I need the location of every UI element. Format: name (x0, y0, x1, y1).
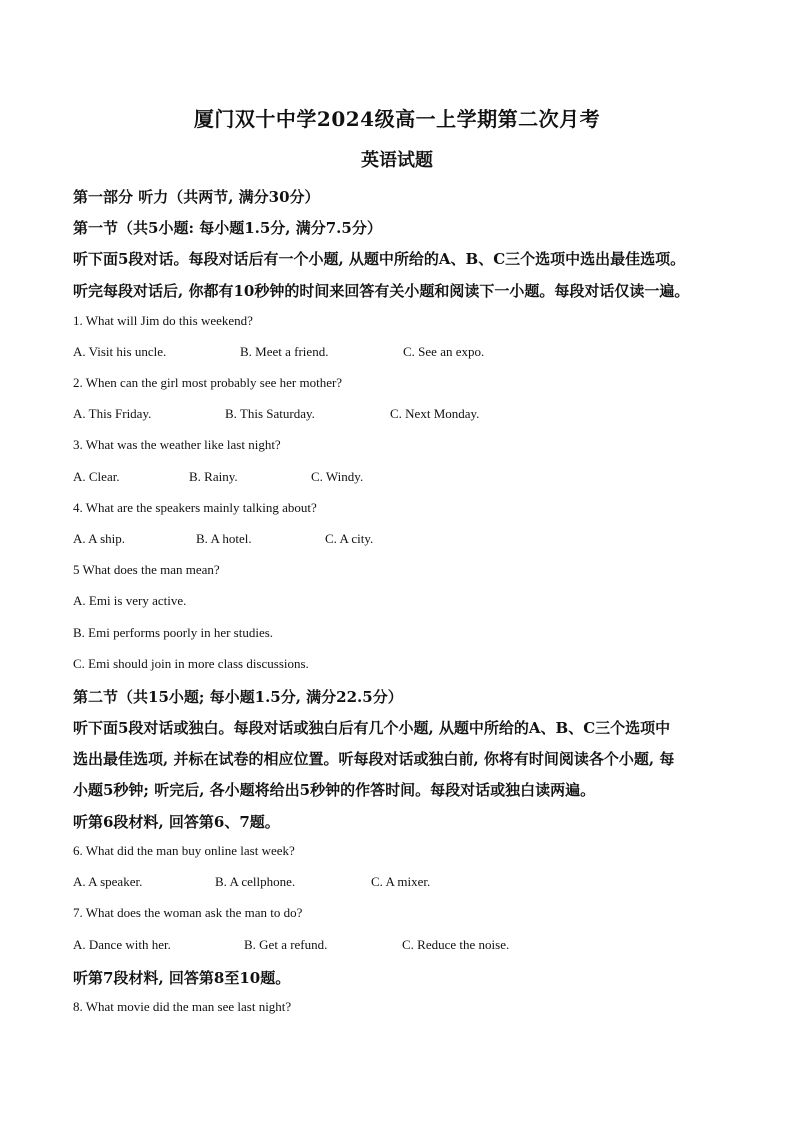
q5-option-b: B. Emi performs poorly in her studies. (73, 625, 274, 640)
section2-instruction-2: 选出最佳选项, 并标在试卷的相应位置。听每段对话或独白前, 你将有时间阅读各个小题, 每 (73, 750, 675, 768)
q2-option-a: A. This Friday. (73, 406, 152, 421)
part1-heading: 第一部分 听力（共两节, 满分30分） (73, 188, 320, 206)
q3-option-b: B. Rainy. (189, 469, 238, 484)
material-7-heading: 听第7段材料, 回答第8至10题。 (73, 969, 291, 987)
q2-option-c: C. Next Monday. (390, 406, 480, 421)
q6-option-c: C. A mixer. (371, 874, 431, 889)
q3-option-a: A. Clear. (73, 469, 120, 484)
q6-option-b: B. A cellphone. (215, 874, 296, 889)
q7-option-a: A. Dance with her. (73, 937, 171, 952)
question-7: 7. What does the woman ask the man to do? (73, 905, 303, 920)
question-5: 5 What does the man mean? (73, 562, 220, 577)
q5-option-a: A. Emi is very active. (73, 593, 187, 608)
question-6: 6. What did the man buy online last week? (73, 843, 295, 858)
material-6-heading: 听第6段材料, 回答第6、7题。 (73, 813, 280, 831)
q5-option-c: C. Emi should join in more class discussions. (73, 656, 309, 671)
q4-option-c: C. A city. (325, 531, 374, 546)
section2-heading: 第二节（共15小题; 每小题1.5分, 满分22.5分） (73, 688, 403, 706)
page-subtitle: 英语试题 (361, 150, 433, 171)
q4-option-b: B. A hotel. (196, 531, 252, 546)
q2-option-b: B. This Saturday. (225, 406, 315, 421)
section1-instruction-2: 听完每段对话后, 你都有10秒钟的时间来回答有关小题和阅读下一小题。每段对话仅读一遍。 (73, 282, 690, 300)
question-8: 8. What movie did the man see last night? (73, 999, 292, 1014)
question-4: 4. What are the speakers mainly talking about? (73, 500, 317, 515)
q4-option-a: A. A ship. (73, 531, 126, 546)
page-title: 厦门双十中学2024级高一上学期第二次月考 (193, 107, 601, 131)
question-1: 1. What will Jim do this weekend? (73, 313, 253, 328)
question-3: 3. What was the weather like last night? (73, 437, 281, 452)
section2-instruction-1: 听下面5段对话或独白。每段对话或独白后有几个小题, 从题中所给的A、B、C三个选项中 (73, 719, 671, 737)
q7-option-c: C. Reduce the noise. (402, 937, 510, 952)
q1-option-c: C. See an expo. (403, 344, 485, 359)
section1-instruction-1: 听下面5段对话。每段对话后有一个小题, 从题中所给的A、B、C三个选项中选出最佳选项。 (73, 250, 686, 268)
section1-heading: 第一节（共5小题: 每小题1.5分, 满分7.5分） (73, 219, 382, 237)
q1-option-b: B. Meet a friend. (240, 344, 329, 359)
question-2: 2. When can the girl most probably see her mother? (73, 375, 343, 390)
q6-option-a: A. A speaker. (73, 874, 143, 889)
q3-option-c: C. Windy. (311, 469, 364, 484)
q1-option-a: A. Visit his uncle. (73, 344, 167, 359)
section2-instruction-3: 小题5秒钟; 听完后, 各小题将给出5秒钟的作答时间。每段对话或独白读两遍。 (73, 781, 596, 799)
q7-option-b: B. Get a refund. (244, 937, 328, 952)
